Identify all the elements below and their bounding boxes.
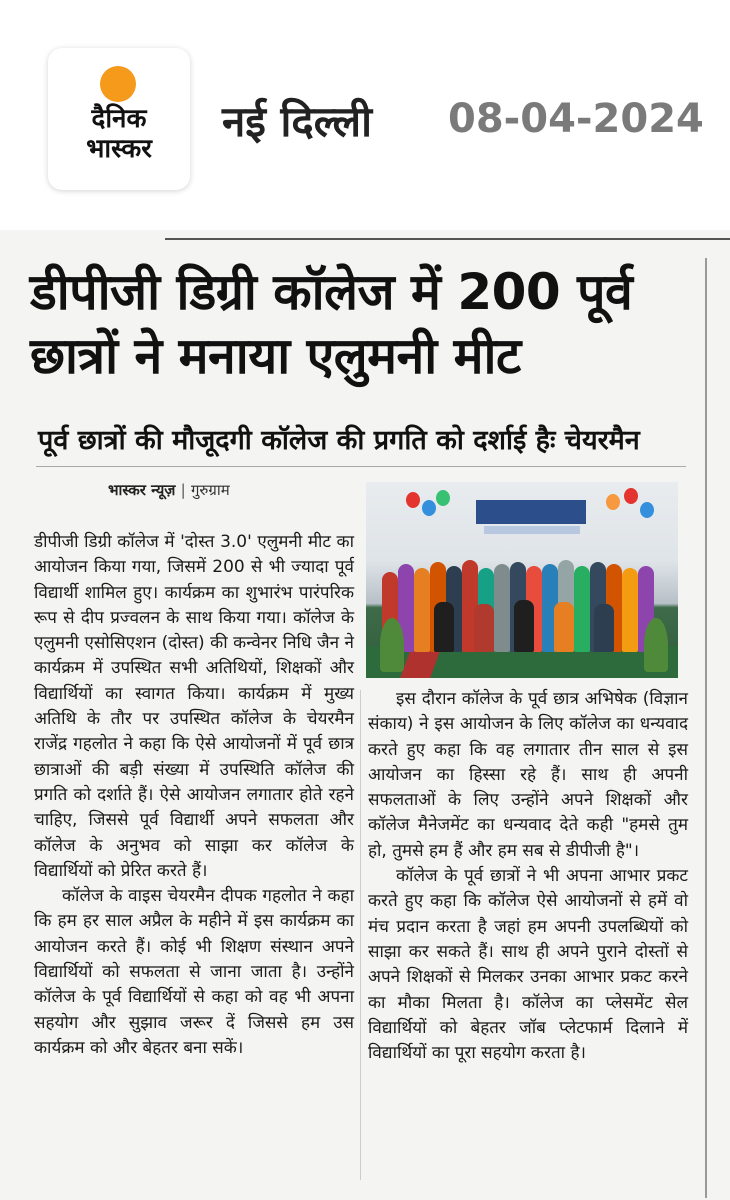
photo-banner-sub: [484, 526, 580, 534]
article-paragraph: कॉलेज के वाइस चेयरमैन दीपक गहलोत ने कहा कि हम हर साल अप्रैल के महीने में इस कार्यक्रम का आयोजन करते हैं। कोई भी शिक्षण संस्थान अपने विद्यार्थियों को सफलता से जाना जाता है। उन्होंने कॉलेज के पूर्व विद्यार्थियों से कहा को वह भी अपना सहयोग और सुझाव जरूर दें जिससे हम उस कार्यक्रम को और बेहतर बना सकें।: [34, 886, 354, 1058]
newspaper-clipping: [0, 230, 730, 1200]
page-header: [0, 0, 730, 230]
edition-date: 08-04-2024: [448, 96, 704, 142]
logo-line-1: दैनिक: [91, 104, 147, 134]
balloon-icon: [624, 488, 638, 504]
logo-line-2: भास्कर: [86, 134, 152, 164]
edition-city: नई दिल्ली: [222, 97, 373, 146]
article-byline: [108, 480, 230, 500]
sun-icon: [100, 66, 136, 102]
top-rule: [165, 238, 730, 240]
byline-place: गुरुग्राम: [190, 481, 230, 499]
newspaper-logo: [48, 48, 190, 190]
balloon-icon: [422, 500, 436, 516]
article-paragraph: डीपीजी डिग्री कॉलेज में 'दोस्त 3.0' एलुमनी मीट का आयोजन किया गया, जिसमें 200 से भी ज्यादा पूर्व विद्यार्थी शामिल हुए। कार्यक्रम का शुभारंभ पारंपरिक रूप से दीप प्रज्वलन के साथ किया गया। कॉलेज के एलुमनी एसोसिएशन (दोस्त) की कन्वेनर निधि जैन ने कार्यक्रम में उपस्थित सभी अतिथियों, शिक्षकों और विद्यार्थियों का स्वागत किया। कार्यक्रम में मुख्य अतिथि के तौर पर उपस्थित कॉलेज के चेयरमैन राजेंद्र गहलोत ने कहा कि ऐसे आयोजनों में पूर्व छात्र छात्राओं की बड़ी संख्या में उपस्थिति कॉलेज की प्रगति को दर्शाते हैं। ऐसे आयोजन लगातार होते रहने चाहिए, जिससे पूर्व विद्यार्थी अपने सफलता और कॉलेज के अनुभव को साझा कर कॉलेज के विद्यार्थियों को प्रेरित करते हैं।: [34, 532, 354, 881]
subheadline-rule: [36, 466, 686, 467]
photo-crowd: [374, 542, 664, 652]
alumni-group-photo: [366, 482, 678, 678]
byline-source: भास्कर न्यूज़: [108, 481, 176, 499]
balloon-icon: [436, 490, 450, 506]
plant-decoration: [380, 618, 404, 672]
article-subheadline: पूर्व छात्रों की मौजूदगी कॉलेज की प्रगति को दर्शाई हैः चेयरमैन: [38, 425, 640, 456]
right-rule: [705, 258, 707, 1198]
plant-decoration: [644, 618, 668, 672]
article-column-right: [368, 687, 688, 1066]
column-divider: [360, 690, 361, 1180]
article-paragraph: कॉलेज के पूर्व छात्रों ने भी अपना आभार प्रकट करते हुए कहा कि कॉलेज ऐसे आयोजनों से हमें वो मंच प्रदान करता है जहां हम अपनी उपलब्धियों को साझा कर सकते हैं। साथ ही अपने पुराने दोस्तों से अपने शिक्षकों से मिलकर उनका आभार प्रकट करने का मौका मिलता है। कॉलेज का प्लेसमेंट सेल विद्यार्थियों को बेहतर जॉब प्लेटफार्म दिलाने में विद्यार्थियों का पूरा सहयोग करता है।: [368, 866, 688, 1064]
article-headline: डीपीजी डिग्री कॉलेज में 200 पूर्व छात्रों ने मनाया एलुमनी मीट: [30, 263, 633, 385]
logo-text: [48, 104, 190, 164]
photo-banner: [476, 500, 586, 524]
article-column-left: [34, 530, 354, 1061]
balloon-icon: [606, 494, 620, 510]
article-paragraph: इस दौरान कॉलेज के पूर्व छात्र अभिषेक (विज्ञान संकाय) ने इस आयोजन के लिए कॉलेज का धन्यवाद करते हुए कहा कि वह लगातार तीन साल से इस आयोजन का हिस्सा रहे हैं। साथ ही अपनी सफलताओं के लिए उन्होंने अपने शिक्षकों और कॉलेज मैनेजमेंट का धन्यवाद देते कही "हमसे तुम हो, तुमसे हम हैं और हम सब से डीपीजी है"।: [368, 689, 688, 861]
balloon-icon: [640, 502, 654, 518]
byline-separator: |: [180, 481, 186, 499]
balloon-icon: [406, 492, 420, 508]
